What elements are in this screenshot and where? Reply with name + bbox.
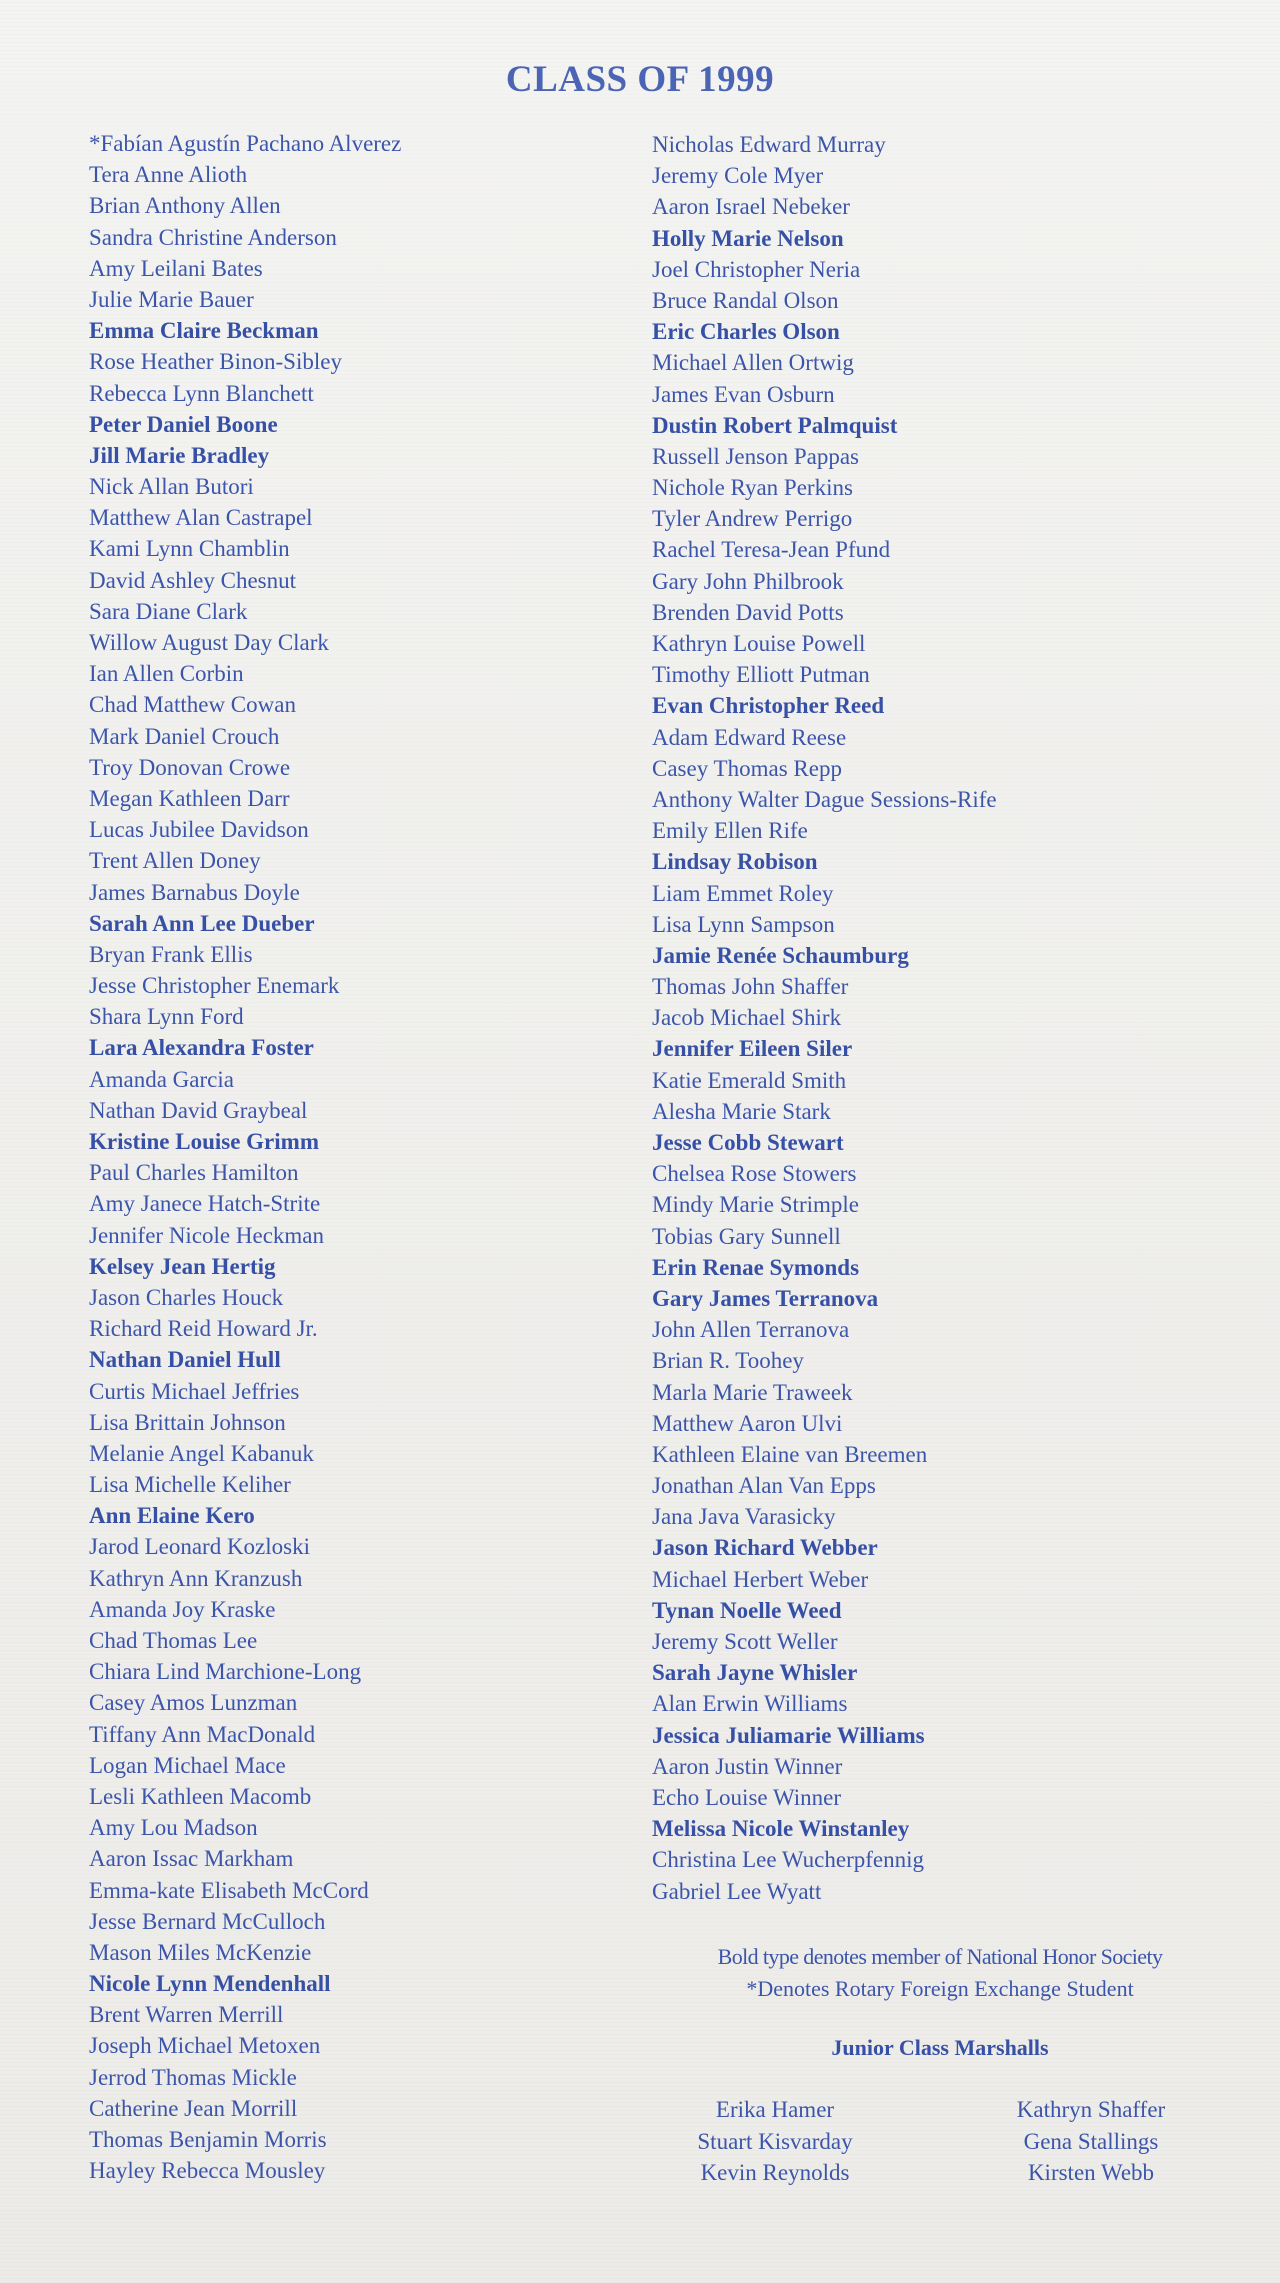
graduate-name: Peter Daniel Boone <box>89 411 278 437</box>
graduate-name: Amanda Joy Kraske <box>89 1596 276 1622</box>
graduate-name: Lucas Jubilee Davidson <box>89 817 309 843</box>
graduate-name: Jennifer Nicole Heckman <box>89 1222 325 1248</box>
graduate-name: Lara Alexandra Foster <box>89 1035 314 1061</box>
graduate-name: Sara Diane Clark <box>89 598 248 624</box>
graduate-name: Tynan Noelle Weed <box>652 1597 842 1623</box>
graduate-name: Gabriel Lee Wyatt <box>652 1878 822 1904</box>
marshall-name: Gena Stallings <box>1023 2128 1159 2154</box>
graduate-name: Emily Ellen Rife <box>652 818 808 844</box>
graduate-name: Joseph Michael Metoxen <box>89 2033 321 2059</box>
graduate-name: Casey Amos Lunzman <box>89 1690 298 1716</box>
graduate-name: Holly Marie Nelson <box>652 225 844 251</box>
graduate-name: Hayley Rebecca Mousley <box>89 2158 326 2184</box>
graduate-name: Christina Lee Wucherpfennig <box>652 1847 925 1873</box>
graduate-name: Nichole Ryan Perkins <box>652 475 853 501</box>
graduate-name: Brenden David Potts <box>652 599 844 625</box>
graduate-name: Megan Kathleen Darr <box>89 785 290 811</box>
graduate-name: Lesli Kathleen Macomb <box>89 1783 312 1809</box>
graduate-name: Lisa Michelle Keliher <box>89 1472 291 1498</box>
graduate-name: Adam Edward Reese <box>652 724 847 750</box>
graduate-name: Aaron Justin Winner <box>652 1753 843 1779</box>
legend-notes <box>630 1941 1250 2005</box>
graduate-name: Shara Lynn Ford <box>89 1004 244 1030</box>
graduate-name: Troy Donovan Crowe <box>89 754 291 780</box>
graduate-name: Thomas Benjamin Morris <box>89 2127 327 2152</box>
graduate-list-left <box>89 128 401 2186</box>
graduate-name: Tobias Gary Sunnell <box>652 1223 841 1249</box>
graduate-name: Lisa Brittain Johnson <box>89 1409 286 1435</box>
graduate-name: Paul Charles Hamilton <box>89 1160 299 1186</box>
graduate-name: Richard Reid Howard Jr. <box>89 1316 318 1342</box>
graduate-name: *Fabían Agustín Pachano Alverez <box>89 131 402 156</box>
graduate-name: Rachel Teresa-Jean Pfund <box>652 537 891 563</box>
graduate-name: Logan Michael Mace <box>89 1752 286 1778</box>
graduate-name: Amy Lou Madson <box>89 1815 258 1841</box>
graduate-name: Jesse Bernard McCulloch <box>89 1908 326 1934</box>
graduate-name: Jason Charles Houck <box>89 1284 284 1310</box>
marshall-name: Erika Hamer <box>715 2097 835 2122</box>
graduate-name: Jerrod Thomas Mickle <box>89 2064 297 2090</box>
graduate-name: Jeremy Scott Weller <box>652 1629 838 1654</box>
graduate-name: Chiara Lind Marchione-Long <box>89 1659 362 1685</box>
graduate-name: Mark Daniel Crouch <box>89 723 280 749</box>
graduate-name: Jonathan Alan Van Epps <box>652 1473 876 1499</box>
graduate-name: Dustin Robert Palmquist <box>652 412 898 438</box>
graduate-name: Katie Emerald Smith <box>652 1067 847 1093</box>
graduate-name: Jason Richard Webber <box>652 1535 878 1561</box>
graduate-name: Gary James Terranova <box>652 1285 879 1311</box>
graduate-name: Nick Allan Butori <box>89 474 254 500</box>
graduate-name: Matthew Aaron Ulvi <box>652 1410 843 1436</box>
graduate-name: Chad Matthew Cowan <box>89 692 296 718</box>
graduate-name: John Allen Terranova <box>652 1317 850 1343</box>
graduate-name: Melanie Angel Kabanuk <box>89 1440 314 1466</box>
graduate-name: Echo Louise Winner <box>652 1784 841 1810</box>
graduate-name: Nathan Daniel Hull <box>89 1347 281 1373</box>
graduate-name: Jacob Michael Shirk <box>652 1005 842 1031</box>
graduate-name: Jesse Christopher Enemark <box>89 973 340 999</box>
graduate-name: Tiffany Ann MacDonald <box>89 1721 316 1747</box>
page-title: CLASS OF 1999 <box>505 59 775 100</box>
graduate-name: Aaron Israel Nebeker <box>652 194 850 220</box>
graduate-name: Julie Marie Bauer <box>89 286 254 312</box>
graduate-name: Ann Elaine Kero <box>89 1503 255 1529</box>
graduate-name: Alesha Marie Stark <box>652 1098 831 1124</box>
graduate-name: Bruce Randal Olson <box>652 287 839 313</box>
graduate-name: Kathryn Ann Kranzush <box>89 1565 303 1591</box>
graduate-name: Nathan David Graybeal <box>89 1097 308 1123</box>
graduate-name: Sarah Jayne Whisler <box>652 1660 858 1686</box>
graduate-name: Melissa Nicole Winstanley <box>652 1816 910 1842</box>
honor-society-note: Bold type denotes member of National Honor Society <box>717 1944 1163 1969</box>
graduate-name: Kelsey Jean Hertig <box>89 1253 276 1279</box>
marshalls-list-1 <box>655 2094 895 2189</box>
graduate-name: Emma-kate Elisabeth McCord <box>89 1877 369 1903</box>
marshalls-heading: Junior Class Marshalls <box>831 2035 1049 2060</box>
graduate-name: Jarod Leonard Kozloski <box>89 1534 310 1560</box>
graduate-name: Jill Marie Bradley <box>89 442 270 468</box>
graduate-name: Aaron Issac Markham <box>89 1846 294 1872</box>
graduate-name: Jamie Renée Schaumburg <box>652 942 909 968</box>
graduate-name: Tyler Andrew Perrigo <box>652 506 853 532</box>
graduate-name: Kathleen Elaine van Breemen <box>652 1441 928 1467</box>
graduate-name: Amy Janece Hatch-Strite <box>89 1191 321 1217</box>
graduate-name: Lisa Lynn Sampson <box>652 911 835 937</box>
graduate-name: Casey Thomas Repp <box>652 755 842 781</box>
graduate-name: Michael Herbert Weber <box>652 1566 869 1592</box>
graduate-name: Mindy Marie Strimple <box>652 1192 859 1218</box>
graduate-name: Jennifer Eileen Siler <box>652 1036 853 1062</box>
graduate-name: Amy Leilani Bates <box>89 255 263 281</box>
marshall-name: Kathryn Shaffer <box>1016 2097 1166 2122</box>
graduate-name: Curtis Michael Jeffries <box>89 1378 300 1404</box>
graduate-name: Catherine Jean Morrill <box>89 2095 298 2121</box>
graduate-name: Kathryn Louise Powell <box>652 631 866 656</box>
graduate-list-right <box>652 129 997 1907</box>
graduate-name: Gary John Philbrook <box>652 568 844 594</box>
graduate-name: Nicholas Edward Murray <box>652 132 886 157</box>
graduate-name: Alan Erwin Williams <box>652 1691 848 1717</box>
graduate-name: Brent Warren Merrill <box>89 2002 284 2028</box>
graduate-name: Russell Jenson Pappas <box>652 443 859 469</box>
graduate-name: Marla Marie Traweek <box>652 1379 853 1405</box>
graduate-name: James Barnabus Doyle <box>89 879 300 905</box>
graduate-name: Amanda Garcia <box>89 1066 234 1092</box>
graduate-name: Timothy Elliott Putman <box>652 662 870 688</box>
graduate-name: Ian Allen Corbin <box>89 661 244 687</box>
graduate-name: Rebecca Lynn Blanchett <box>89 380 314 406</box>
graduate-name: Michael Allen Ortwig <box>652 350 854 376</box>
graduate-name: Lindsay Robison <box>652 849 818 875</box>
graduate-name: Trent Allen Doney <box>89 848 261 874</box>
exchange-student-note: *Denotes Rotary Foreign Exchange Student <box>746 1976 1134 2001</box>
marshall-name: Kevin Reynolds <box>700 2160 850 2185</box>
graduate-name: Anthony Walter Dague Sessions-Rife <box>652 786 997 812</box>
graduate-name: Bryan Frank Ellis <box>89 941 253 967</box>
graduate-name: James Evan Osburn <box>652 381 835 407</box>
graduate-name: Eric Charles Olson <box>652 319 840 345</box>
graduate-name: Jeremy Cole Myer <box>652 163 824 189</box>
marshall-name: Kirsten Webb <box>1027 2160 1155 2185</box>
graduate-name: Evan Christopher Reed <box>652 693 885 719</box>
graduate-name: Tera Anne Alioth <box>89 162 248 188</box>
graduate-name: Kami Lynn Chamblin <box>89 536 290 562</box>
graduate-name: Liam Emmet Roley <box>652 880 834 906</box>
graduate-name: David Ashley Chesnut <box>89 567 296 593</box>
graduate-name: Joel Christopher Neria <box>652 256 861 282</box>
marshalls-list-2 <box>971 2094 1211 2189</box>
graduate-name: Chad Thomas Lee <box>89 1628 258 1653</box>
graduate-name: Matthew Alan Castrapel <box>89 505 313 531</box>
graduate-name: Emma Claire Beckman <box>89 318 319 344</box>
graduate-name: Jesse Cobb Stewart <box>652 1130 844 1155</box>
graduate-name: Willow August Day Clark <box>89 630 329 655</box>
graduate-name: Mason Miles McKenzie <box>89 1939 312 1965</box>
graduate-name: Brian R. Toohey <box>652 1348 804 1374</box>
marshall-name: Stuart Kisvarday <box>697 2128 853 2154</box>
graduate-name: Sandra Christine Anderson <box>89 224 337 250</box>
graduate-name: Thomas John Shaffer <box>652 974 849 1000</box>
graduate-name: Nicole Lynn Mendenhall <box>89 1971 331 1997</box>
graduate-name: Sarah Ann Lee Dueber <box>89 910 315 936</box>
graduate-name: Chelsea Rose Stowers <box>652 1161 857 1187</box>
graduate-name: Rose Heather Binon-Sibley <box>89 349 342 375</box>
graduate-name: Jana Java Varasicky <box>652 1504 836 1530</box>
graduate-name: Kristine Louise Grimm <box>89 1129 319 1154</box>
graduate-name: Erin Renae Symonds <box>652 1254 860 1280</box>
graduate-name: Brian Anthony Allen <box>89 193 281 219</box>
graduate-name: Jessica Juliamarie Williams <box>652 1722 925 1748</box>
